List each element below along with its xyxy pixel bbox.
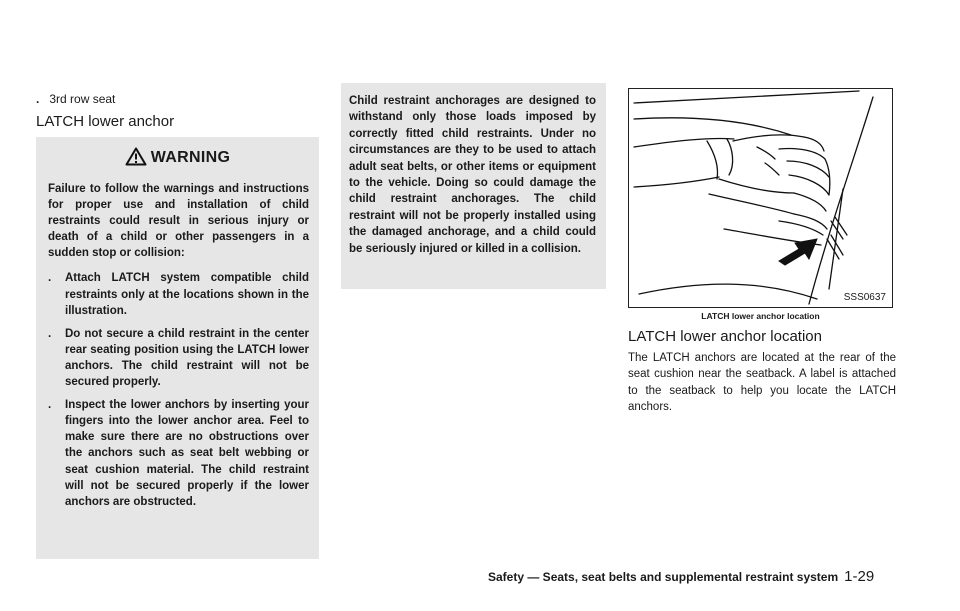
figure-caption: LATCH lower anchor location <box>701 311 820 321</box>
location-heading: LATCH lower anchor location <box>628 328 822 345</box>
warning-header <box>36 147 319 167</box>
warning-item-marker: . <box>48 327 52 340</box>
warning-item <box>48 397 309 510</box>
warning-item <box>48 270 309 318</box>
bullet-marker: . <box>36 92 40 106</box>
warning-title: WARNING <box>150 149 231 166</box>
bullet-text: 3rd row seat <box>49 92 116 106</box>
latch-anchor-illustration <box>629 89 892 307</box>
warning-item-marker: . <box>48 399 52 412</box>
warning-item-text: Do not secure a child restraint in the center rear seating position using the LATCH lower anchors. The child restraint will not be secured properly. <box>65 327 309 389</box>
warning-item-text: Inspect the lower anchors by inserting your fingers into the lower anchor area. Feel to make sure there are no obstructions over the anchors such as seat belt webbing or seat cushion material. The child restraint will not be secured properly if the lower anchors are obstructed. <box>65 399 309 508</box>
warning-triangle-icon <box>125 147 147 166</box>
warning-item <box>48 326 309 390</box>
footer-section-title: Safety — Seats, seat belts and supplemental restraint system <box>488 570 839 584</box>
caution-text: Child restraint anchorages are designed to withstand only those loads imposed by correctly fitted child restraints. Under no circumstances are they to be used to attach adult seat belts, or other items or equipment to the vehicle. Doing so could damage the child restraint anchorages. The child restraint will not be properly installed using the damaged anchorage, and a child could be seriously injured or killed in a collision. <box>349 95 596 255</box>
warning-item-text: Attach LATCH system compatible child restraints only at the locations shown in the illustration. <box>65 272 309 317</box>
figure-frame <box>628 88 893 308</box>
figure-code: SSS0637 <box>843 292 886 303</box>
page-number: 1-29 <box>844 568 875 585</box>
section-heading: LATCH lower anchor <box>36 113 175 130</box>
bullet-item <box>36 92 115 106</box>
page-footer <box>488 568 874 585</box>
warning-list <box>48 270 309 509</box>
warning-body <box>48 181 309 517</box>
warning-box <box>36 137 319 559</box>
caution-box <box>341 83 606 289</box>
warning-intro: Failure to follow the warnings and instructions for proper use and installation of child restraints could result in serious injury or death of a child or other passengers in a sudden stop or collision: <box>48 183 309 260</box>
warning-item-marker: . <box>48 272 52 285</box>
location-body: The LATCH anchors are located at the rear of the seat cushion near the seatback. A label is attached to the seatback to help you locate the LATCH anchors. <box>628 352 896 413</box>
